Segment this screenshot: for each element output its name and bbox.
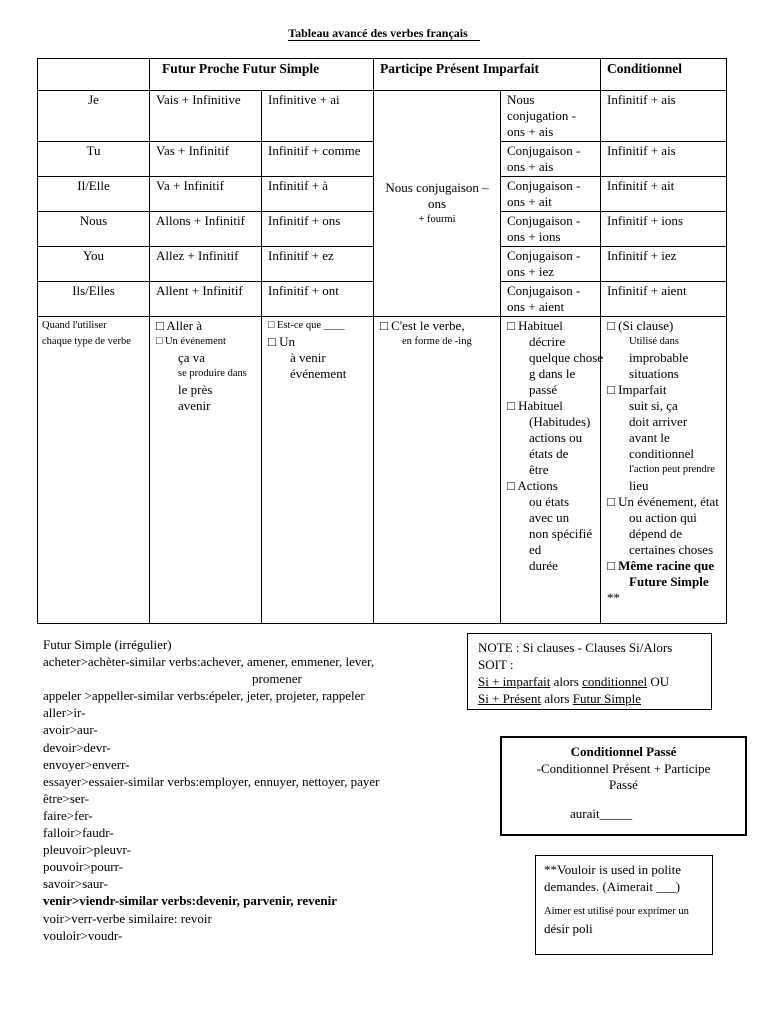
proche-cell: Allent + Infinitif <box>150 282 262 317</box>
list-item: pleuvoir>pleuvr- <box>43 842 131 858</box>
list-item: avoir>aur- <box>43 722 98 738</box>
simple-cell: Infinitif + comme <box>262 142 374 177</box>
list-item: pouvoir>pourr- <box>43 859 123 875</box>
list-item: vouloir>voudr- <box>43 927 123 943</box>
list-item: aller>ir- <box>43 705 86 721</box>
usage-line: □ Imparfait <box>607 382 667 397</box>
simple-cell: Infinitif + ez <box>262 247 374 282</box>
usage-line: □ Habituel <box>507 318 563 333</box>
imparfait-cell: Conjugaison -ons + iez <box>501 247 601 282</box>
pronoun-cell: Il/Elle <box>38 177 150 212</box>
usage-line: □ C'est le verbe, <box>380 318 465 333</box>
list-item: promener <box>252 671 302 687</box>
cond-cell: Infinitif + aient <box>601 282 727 317</box>
usage-line: □ Un événement <box>156 336 226 347</box>
usage-line: événement <box>290 366 347 381</box>
list-item: envoyer>enverr- <box>43 756 130 772</box>
proche-cell: Va + Infinitif <box>150 177 262 212</box>
header-participe: Participe Présent Imparfait <box>374 59 601 91</box>
note-line: désir poli <box>544 921 593 936</box>
usage-line: l'action peut prendre <box>629 464 715 475</box>
list-item: appeler >appeller-similar verbs:épeler, jeter, projeter, rappeler <box>43 688 365 704</box>
proche-cell: Vais + Infinitive <box>150 91 262 142</box>
imparfait-cell: Conjugaison -ons + ions <box>501 212 601 247</box>
box-line: -Conditionnel Présent + Participe <box>536 760 711 776</box>
simple-cell: Infinitive + ai <box>262 91 374 142</box>
pronoun-cell: You <box>38 247 150 282</box>
usage-line: avant le <box>629 430 670 445</box>
cond-cell: Infinitif + ais <box>601 91 727 142</box>
list-item: acheter>achèter-similar verbs:achever, amener, emmener, lever, <box>43 654 375 670</box>
imparfait-cell: Conjugaison -ons + ait <box>501 177 601 212</box>
note-line: SOIT : <box>478 657 514 672</box>
usage-line: □ Aller à <box>156 318 203 333</box>
usage-line: avec un <box>529 510 570 525</box>
usage-line: passé <box>529 382 558 397</box>
note-line: NOTE : Si clauses - Clauses Si/Alors <box>478 640 673 655</box>
list-item: voir>verr-verbe similaire: revoir <box>43 910 212 926</box>
usage-line: décrire <box>529 334 566 349</box>
usage-line: □ (Si clause) <box>607 318 674 333</box>
note-line: Si + Présent alors Futur Simple <box>478 691 641 706</box>
cond-cell: Infinitif + iez <box>601 247 727 282</box>
proche-cell: Allons + Infinitif <box>150 212 262 247</box>
usage-line: Future Simple <box>629 574 709 589</box>
pronoun-cell: Ils/Elles <box>38 282 150 317</box>
participe-text: Nous conjugaison – ons <box>385 179 489 211</box>
usage-label-cell <box>38 317 150 624</box>
cond-cell: Infinitif + ais <box>601 142 727 177</box>
usage-line: en forme de -ing <box>402 336 472 347</box>
usage-line: durée <box>529 558 558 573</box>
usage-line: le près <box>178 382 213 397</box>
note-line: Si + imparfait alors conditionnel OU <box>478 674 670 689</box>
pronoun-cell: Nous <box>38 212 150 247</box>
usage-line: ed <box>529 542 542 557</box>
usage-line: (Habitudes) <box>529 414 591 429</box>
usage-line: □ Est-ce que ____ <box>268 320 345 331</box>
box-title: Conditionnel Passé <box>570 744 677 759</box>
conditionnel-passe-box <box>500 736 747 836</box>
cond-cell: Infinitif + ions <box>601 212 727 247</box>
usage-line: improbable <box>629 350 689 365</box>
list-item: être>ser- <box>43 790 90 806</box>
usage-line: ou action qui <box>629 510 697 525</box>
pronoun-cell: Je <box>38 91 150 142</box>
proche-cell: Vas + Infinitif <box>150 142 262 177</box>
usage-line: être <box>529 462 549 477</box>
usage-line: □ Un <box>268 334 295 349</box>
usage-proche-cell <box>150 317 262 624</box>
box-line: aurait_____ <box>570 805 633 821</box>
usage-line: □ Actions <box>507 478 558 493</box>
page-title: Tableau avancé des verbes français <box>0 26 768 41</box>
usage-line: Utilisé dans <box>629 336 679 347</box>
usage-label: chaque type de verbe <box>42 336 131 347</box>
header-empty <box>38 59 150 91</box>
imparfait-cell: Nous conjugation - ons + ais <box>501 91 601 142</box>
usage-line: □ Même racine que <box>607 558 715 573</box>
pronoun-cell: Tu <box>38 142 150 177</box>
note-line: **Vouloir is used in polite <box>544 862 681 877</box>
simple-cell: Infinitif + ont <box>262 282 374 317</box>
usage-line: ça va <box>178 350 206 365</box>
si-clauses-note <box>467 633 712 710</box>
usage-line: certaines choses <box>629 542 714 557</box>
header-futur: Futur Proche Futur Simple <box>150 59 374 91</box>
usage-line: quelque chose <box>529 350 604 365</box>
usage-line: états de <box>529 446 569 461</box>
verb-table <box>37 58 727 624</box>
usage-line: à venir <box>290 350 326 365</box>
usage-line: avenir <box>178 398 211 413</box>
simple-cell: Infinitif + ons <box>262 212 374 247</box>
cond-cell: Infinitif + ait <box>601 177 727 212</box>
usage-line: actions ou <box>529 430 583 445</box>
participe-merged-cell <box>374 91 501 317</box>
participe-text-2: + fourmi <box>418 213 456 225</box>
list-item: venir>viendr-similar verbs:devenir, parvenir, revenir <box>43 893 337 909</box>
list-item: essayer>essaier-similar verbs:employer, ennuyer, nettoyer, payer <box>43 773 380 789</box>
usage-line: conditionnel <box>629 446 695 461</box>
box-line: Passé <box>609 777 638 792</box>
usage-line: □ Un événement, état <box>607 494 719 509</box>
table-row <box>38 91 727 142</box>
proche-cell: Allez + Infinitif <box>150 247 262 282</box>
usage-line: dépend de <box>629 526 683 541</box>
list-item: faire>fer- <box>43 807 93 823</box>
usage-row <box>38 317 727 624</box>
usage-line: situations <box>629 366 679 381</box>
usage-line: doit arriver <box>629 414 688 429</box>
list-item: savoir>saur- <box>43 876 108 892</box>
simple-cell: Infinitif + à <box>262 177 374 212</box>
usage-simple-cell <box>262 317 374 624</box>
usage-line: se produire dans <box>178 368 247 379</box>
usage-line: ou états <box>529 494 570 509</box>
futur-irregular-list <box>43 636 380 944</box>
usage-participe-cell <box>374 317 501 624</box>
list-item: Futur Simple (irrégulier) <box>43 637 172 652</box>
usage-line: suit si, ça <box>629 398 678 413</box>
usage-line: g dans le <box>529 366 576 381</box>
usage-label: Quand l'utiliser <box>42 320 107 331</box>
note-line: demandes. (Aimerait ___) <box>544 879 681 894</box>
list-item: devoir>devr- <box>43 739 111 755</box>
header-conditionnel: Conditionnel <box>601 59 727 91</box>
header-row <box>38 59 727 91</box>
list-item: falloir>faudr- <box>43 825 114 841</box>
imparfait-cell: Conjugaison -ons + ais <box>501 142 601 177</box>
imparfait-cell: Conjugaison -ons + aient <box>501 282 601 317</box>
vouloir-note <box>535 855 713 955</box>
usage-line: lieu <box>629 478 649 493</box>
usage-imparfait-cell <box>501 317 604 624</box>
usage-line: ** <box>607 590 621 605</box>
usage-cond-cell <box>601 317 727 624</box>
note-line: Aimer est utilisé pour exprimer un <box>544 906 689 917</box>
usage-line: non spécifié <box>529 526 593 541</box>
usage-line: □ Habituel <box>507 398 563 413</box>
